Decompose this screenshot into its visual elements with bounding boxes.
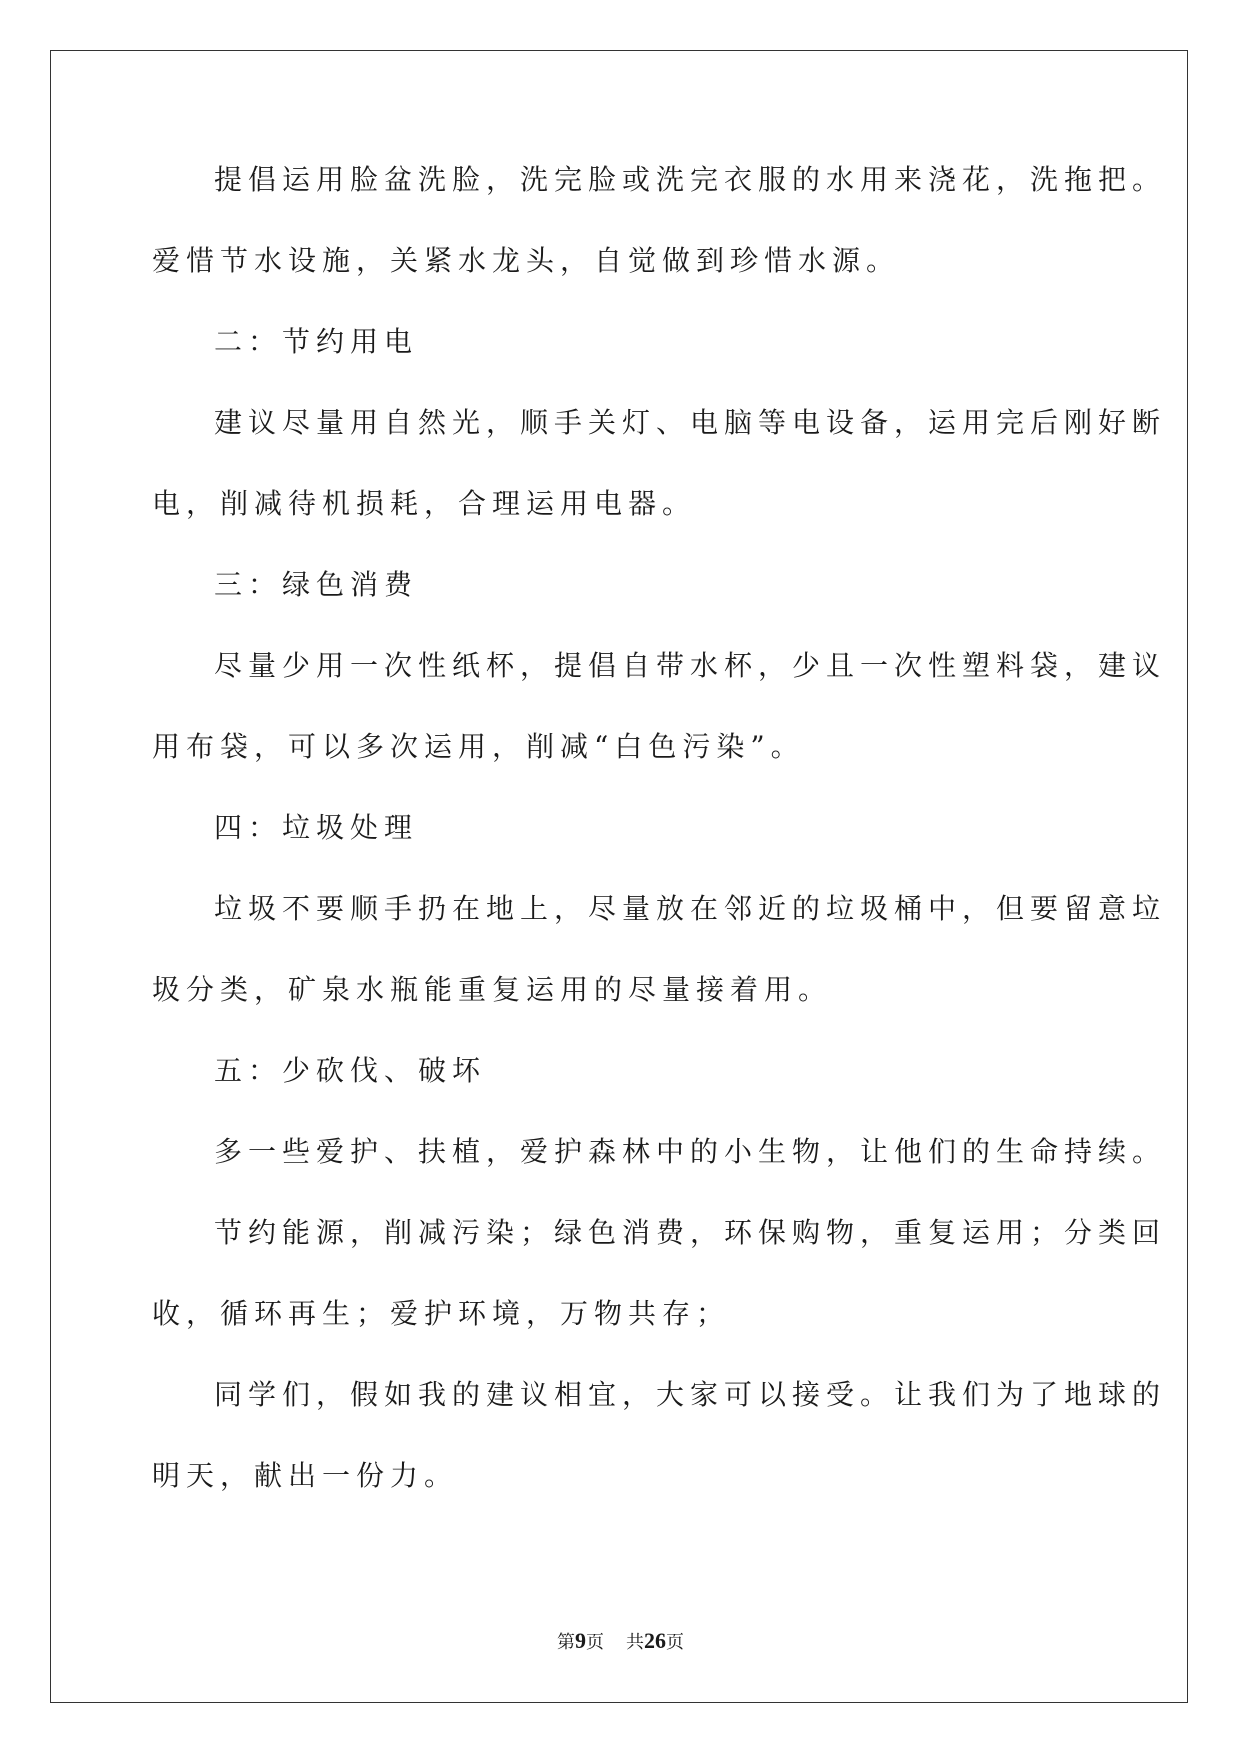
page-prefix: 第	[557, 1632, 575, 1652]
paragraph-line: 节约能源，削减污染；绿色消费，环保购物，重复运用；分类回	[214, 1216, 1167, 1249]
paragraph-line: 用布袋，可以多次运用，削减“白色污染”。	[152, 730, 805, 763]
page-footer	[0, 1628, 1241, 1654]
section-heading: 三：绿色消费	[214, 568, 419, 601]
total-prefix: 共	[626, 1632, 644, 1652]
page-number: 9	[575, 1628, 586, 1653]
paragraph-line: 爱惜节水设施，关紧水龙头，自觉做到珍惜水源。	[152, 244, 901, 277]
paragraph-line: 尽量少用一次性纸杯，提倡自带水杯，少且一次性塑料袋，建议	[214, 649, 1167, 682]
paragraph-line: 同学们，假如我的建议相宜，大家可以接受。让我们为了地球的	[214, 1378, 1167, 1411]
section-heading: 四：垃圾处理	[214, 811, 419, 844]
paragraph-line: 提倡运用脸盆洗脸，洗完脸或洗完衣服的水用来浇花，洗拖把。	[214, 163, 1167, 196]
paragraph-line: 多一些爱护、扶植，爱护森林中的小生物，让他们的生命持续。	[214, 1135, 1167, 1168]
total-suffix: 页	[666, 1632, 684, 1652]
page-suffix: 页	[586, 1632, 604, 1652]
paragraph-line: 建议尽量用自然光，顺手关灯、电脑等电设备，运用完后刚好断	[214, 406, 1167, 439]
paragraph-line: 圾分类，矿泉水瓶能重复运用的尽量接着用。	[152, 973, 833, 1006]
section-heading: 二：节约用电	[214, 325, 419, 358]
paragraph-line: 明天，献出一份力。	[152, 1459, 459, 1492]
document-body	[152, 160, 1167, 1537]
paragraph-line: 垃圾不要顺手扔在地上，尽量放在邻近的垃圾桶中，但要留意垃	[214, 892, 1167, 925]
paragraph-line: 电，削减待机损耗，合理运用电器。	[152, 487, 697, 520]
total-pages: 26	[644, 1628, 666, 1653]
paragraph-line: 收，循环再生；爱护环境，万物共存；	[152, 1297, 731, 1330]
section-heading: 五：少砍伐、破坏	[214, 1054, 487, 1087]
